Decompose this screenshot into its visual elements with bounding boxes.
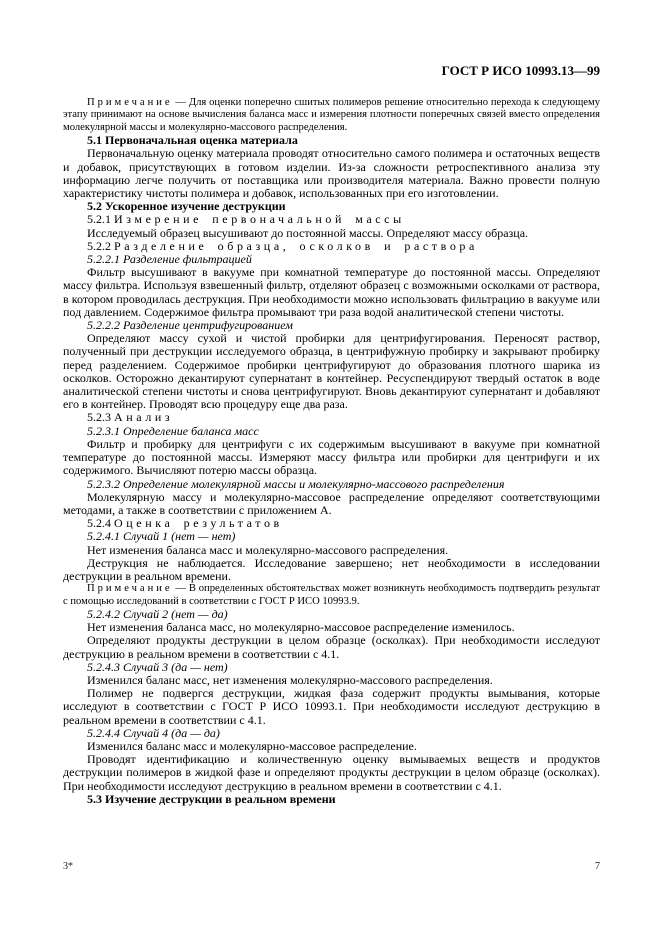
paragraph: Фильтр высушивают в вакууме при комнатной температуре до постоянной массы. Определяют массу фильтра. Используя взвешенный фильтр, отделяют образец с возможными осколками от раствора, в котором проводилась деструкция. При необходимости можно использовать фильтрацию в вакууме или под давлением. Содержимое фильтра промывают три раза водой аналитической степени чистоты. <box>63 265 600 319</box>
paragraph: Нет изменения баланса масс и молекулярно-массового распределения. <box>87 542 449 557</box>
paragraph: Изменился баланс масс, нет изменения молекулярно-массового распределения. <box>87 672 493 687</box>
note-label: Примечание <box>87 583 173 595</box>
heading-text: Измерение первоначальной массы <box>114 212 405 227</box>
heading-text: Разделение образца, осколков и раствора <box>114 238 478 253</box>
clause-heading: 5.2.4.3 Случай 3 (да — нет) <box>87 659 228 674</box>
paragraph: Деструкция не наблюдается. Исследование завершено; нет необходимости в исследовании деструкции в реальном времени. <box>63 555 600 583</box>
clause-heading: 5.2.2.2 Разделение центрифугированием <box>87 318 293 333</box>
paragraph: Молекулярную массу и молекулярно-массовое распределение определяют соответствующими методами, а также в соответствии с приложением А. <box>63 489 600 517</box>
page-header <box>63 64 600 78</box>
paragraph: Исследуемый образец высушивают до постоянной массы. Определяют массу образца. <box>87 225 529 240</box>
section-heading: 5.1 Первоначальная оценка материала <box>87 133 298 148</box>
heading-text: Оценка результатов <box>114 516 283 531</box>
paragraph: Определяют массу сухой и чистой пробирки для центрифугирования. Переносят раствор, полученный при деструкции исследуемого образца, в центрифужную пробирку и закрывают пробирку перед разделением. Содержимое пробирки центрифугируют до образования плотного шарика из осколков. Осторожно декантируют супернатант в контейнер. Ресуспендируют твердый остаток в воде аналитической степени чистоты и снова центрифугируют. Вновь декантируют супернатант и добавляют его в контейнер. Проводят всю процедуру еще два раза. <box>63 331 600 412</box>
clause-heading: 5.2.4.4 Случай 4 (да — да) <box>87 725 220 740</box>
note-paragraph <box>63 583 600 608</box>
paragraph: Фильтр и пробирку для центрифуги с их содержимым высушивают в вакууме при комнатной температуре до постоянной массы. Измеряют массу фильтра или пробирки для центрифуги и их содержимого. Вычисляют потерю массы образца. <box>63 436 600 478</box>
clause-heading: 5.2.3.1 Определение баланса масс <box>87 423 259 438</box>
page-number: 7 <box>595 861 600 872</box>
paragraph: Проводят идентификацию и количественную оценку вымываемых веществ и продуктов деструкции полимеров в жидкой фазе и определяют продукты деструкции в целом образце (осколках). При необходимости исследуют деструкцию в реальном времени в соответствии с 4.1. <box>63 752 600 793</box>
subsection-heading <box>63 213 600 226</box>
clause-heading: 5.2.4.1 Случай 1 (нет — нет) <box>87 529 236 544</box>
paragraph: Нет изменения баланса масс, но молекулярно-массовое распределение изменилось. <box>87 620 515 635</box>
paragraph: Полимер не подвергся деструкции, жидкая фаза содержит продукты вымывания, которые исследуют в соответствии с ГОСТ Р ИСО 10993.1. При необходимости исследуют деструкцию в реальном времени в соответствии с 4.1. <box>63 686 600 727</box>
section-heading: 5.3 Изучение деструкции в реальном времени <box>87 791 336 806</box>
note-paragraph <box>63 97 600 134</box>
signature-mark: 3* <box>63 861 73 872</box>
heading-number: 5.2.3 <box>87 410 111 425</box>
section-heading: 5.2 Ускоренное изучение деструкции <box>87 199 286 214</box>
clause-heading: 5.2.2.1 Разделение фильтрацией <box>87 252 252 267</box>
paragraph: Первоначальную оценку материала проводят относительно самого полимера и остаточных веществ и добавок, присутствующих в готовом изделии. Из-за сложности ретроспективного анализа эту информацию легче получить от поставщика или производителя материала. Важно провести полную характеристику чистоты полимера и добавок, использованных при его изготовлении. <box>63 146 600 201</box>
page-footer <box>63 861 600 872</box>
document-content <box>63 97 600 806</box>
heading-number: 5.2.1 <box>87 212 111 227</box>
heading-number: 5.2.4 <box>87 516 111 531</box>
note-text: — В определенных обстоятельствах может возникнуть необходимость подтвердить результат с помощью исследований в соответствии с ГОСТ Р ИСО 10993.9. <box>63 583 601 607</box>
heading-number: 5.2.2 <box>87 238 111 253</box>
document-number: ГОСТ Р ИСО 10993.13—99 <box>441 63 600 78</box>
clause-heading: 5.2.3.2 Определение молекулярной массы и молекулярно-массового распределения <box>87 476 505 491</box>
paragraph: Изменился баланс масс и молекулярно-массовое распределение. <box>87 738 417 753</box>
note-text: — Для оценки поперечно сшитых полимеров решение относительно перехода к следующему этапу принимают на основе вычисления баланса масс и измерения плотности поперечных связей вместо определения молекулярной массы и молекулярно-массового распределения. <box>63 97 600 133</box>
heading-text: Анализ <box>114 410 174 425</box>
note-label: Примечание <box>87 97 173 108</box>
paragraph: Определяют продукты деструкции в целом образце (осколках). При необходимости исследуют деструкцию в реальном времени в соответствии с 4.1. <box>63 633 600 661</box>
clause-heading: 5.2.4.2 Случай 2 (нет — да) <box>87 606 228 621</box>
subsection-heading <box>63 411 600 424</box>
